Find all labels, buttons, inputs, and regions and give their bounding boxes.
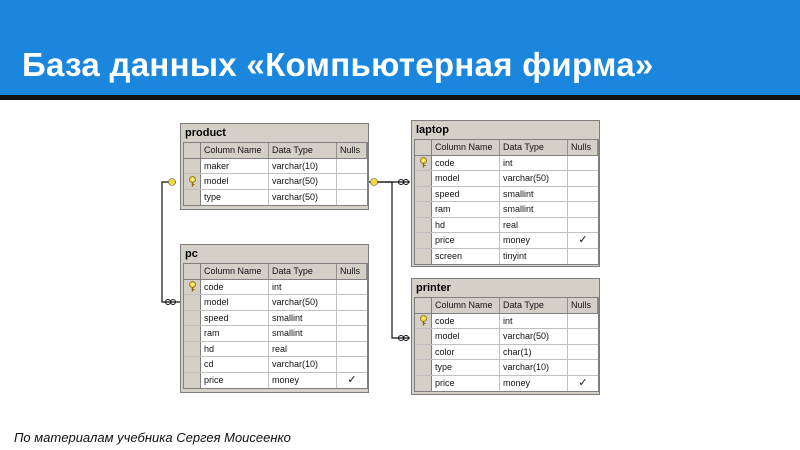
data-type-cell[interactable]: real [269,342,337,357]
column-name-cell[interactable]: code [432,314,500,329]
table-row[interactable] [184,295,367,311]
data-type-cell[interactable]: money [269,373,337,389]
table-laptop[interactable] [411,120,600,267]
data-type-cell[interactable]: smallint [269,311,337,326]
nulls-cell[interactable]: ✓ [578,376,588,389]
data-type-cell[interactable]: smallint [500,187,568,202]
link-product-printer [372,182,410,338]
row-selector[interactable] [184,280,201,295]
nulls-cell[interactable] [568,329,598,344]
nulls-cell[interactable] [337,311,367,326]
header-nulls: Nulls [337,264,367,279]
data-type-cell[interactable]: int [269,280,337,295]
table-row[interactable] [415,187,598,203]
header-data-type: Data Type [269,143,337,158]
column-name-cell[interactable]: price [432,233,500,248]
column-grid [414,139,599,265]
header-nulls: Nulls [568,140,598,155]
column-name-cell[interactable]: type [432,360,500,375]
nulls-cell[interactable]: ✓ [347,373,357,386]
primary-key-icon [188,176,197,187]
table-row[interactable] [415,171,598,187]
header-column-name: Column Name [201,143,269,158]
table-row[interactable] [184,373,367,389]
header-data-type: Data Type [269,264,337,279]
row-selector[interactable] [184,342,201,357]
nulls-cell[interactable] [337,174,367,189]
data-type-cell[interactable]: varchar(50) [269,174,337,189]
nulls-cell[interactable] [568,345,598,360]
row-selector[interactable] [184,174,201,189]
row-selector [415,140,432,155]
primary-key-icon [419,157,428,168]
header-nulls: Nulls [337,143,367,158]
column-name-cell[interactable]: model [432,329,500,344]
nulls-cell[interactable] [337,342,367,357]
column-name-cell[interactable]: color [432,345,500,360]
data-type-cell[interactable]: money [500,376,568,392]
column-name-cell[interactable]: code [201,280,269,295]
column-name-cell[interactable]: code [432,156,500,171]
nulls-cell[interactable] [568,171,598,186]
table-name: pc [185,248,198,260]
column-name-cell[interactable]: hd [201,342,269,357]
table-row[interactable] [415,202,598,218]
nulls-cell[interactable] [568,202,598,217]
data-type-cell[interactable]: varchar(50) [269,295,337,310]
data-type-cell[interactable]: smallint [269,326,337,341]
row-selector[interactable] [415,249,432,265]
data-type-cell[interactable]: smallint [500,202,568,217]
data-type-cell[interactable]: char(1) [500,345,568,360]
row-selector[interactable] [415,314,432,329]
row-selector[interactable] [184,190,201,206]
table-row[interactable] [415,156,598,172]
nulls-cell[interactable] [568,218,598,233]
nulls-cell[interactable] [568,360,598,375]
nulls-cell[interactable] [337,357,367,372]
data-type-cell[interactable]: real [500,218,568,233]
row-selector[interactable] [415,156,432,171]
column-name-cell[interactable]: speed [201,311,269,326]
table-row[interactable] [184,326,367,342]
column-grid [183,142,368,206]
nulls-cell[interactable] [568,187,598,202]
row-selector[interactable] [184,357,201,372]
table-row[interactable] [415,345,598,361]
table-pc[interactable] [180,244,369,393]
column-name-cell[interactable]: hd [432,218,500,233]
table-row[interactable] [415,218,598,234]
header-column-name: Column Name [432,140,500,155]
nulls-cell[interactable] [337,159,367,174]
nulls-cell[interactable] [337,295,367,310]
nulls-cell[interactable] [337,326,367,341]
nulls-cell[interactable] [568,314,598,329]
row-selector[interactable] [415,187,432,202]
row-selector[interactable] [415,376,432,392]
row-selector[interactable] [415,171,432,186]
grid-header-row [415,140,598,156]
nulls-cell[interactable]: ✓ [578,234,588,246]
column-name-cell[interactable]: ram [201,326,269,341]
row-selector[interactable] [415,345,432,360]
column-grid [414,297,599,392]
header-data-type: Data Type [500,298,568,313]
nulls-cell[interactable] [568,156,598,171]
table-row[interactable] [415,376,598,392]
row-selector[interactable] [415,329,432,344]
row-selector[interactable] [415,360,432,375]
data-type-cell[interactable]: int [500,314,568,329]
table-row[interactable] [415,314,598,330]
table-row[interactable] [184,280,367,296]
data-type-cell[interactable]: varchar(10) [500,360,568,375]
column-name-cell[interactable]: maker [201,159,269,174]
row-selector[interactable] [184,311,201,326]
data-type-cell[interactable]: varchar(10) [269,159,337,174]
row-selector[interactable] [184,159,201,174]
table-row[interactable] [184,174,367,190]
column-name-cell[interactable]: speed [432,187,500,202]
table-name: product [185,127,226,139]
table-row[interactable] [415,233,598,249]
row-selector [184,264,201,279]
header-data-type: Data Type [500,140,568,155]
column-name-cell[interactable]: model [432,171,500,186]
grid-header-row [184,143,367,159]
row-selector[interactable] [415,233,432,248]
data-type-cell[interactable]: varchar(50) [500,329,568,344]
table-row[interactable] [184,357,367,373]
column-name-cell[interactable]: type [201,190,269,206]
nulls-cell[interactable] [568,249,598,265]
source-caption: По материалам учебника Сергея Моисеенко [14,430,291,445]
column-name-cell[interactable]: cd [201,357,269,372]
data-type-cell[interactable]: money [500,233,568,248]
row-selector[interactable] [184,295,201,310]
row-selector[interactable] [184,373,201,389]
column-name-cell[interactable]: screen [432,249,500,265]
nulls-cell[interactable] [337,190,367,206]
row-selector [184,143,201,158]
table-row[interactable] [184,190,367,206]
row-selector[interactable] [415,202,432,217]
grid-header-row [184,264,367,280]
primary-key-icon [188,281,197,292]
column-name-cell[interactable]: ram [432,202,500,217]
row-selector[interactable] [184,326,201,341]
data-type-cell[interactable]: varchar(10) [269,357,337,372]
link-key-end-laptop [371,179,378,186]
table-row[interactable] [184,342,367,358]
nulls-cell[interactable] [337,280,367,295]
column-name-cell[interactable]: price [432,376,500,392]
header-column-name: Column Name [201,264,269,279]
column-grid [183,263,368,389]
row-selector[interactable] [415,218,432,233]
link-product-pc [162,182,182,302]
column-name-cell[interactable]: price [201,373,269,389]
table-row[interactable] [184,311,367,327]
header-nulls: Nulls [568,298,598,313]
link-key-end-pc [169,179,176,186]
table-row[interactable] [415,249,598,265]
table-product[interactable] [180,123,369,210]
table-printer[interactable] [411,278,600,395]
table-name: laptop [416,124,449,136]
data-type-cell[interactable]: varchar(50) [269,190,337,206]
table-name: printer [416,282,451,294]
data-type-cell[interactable]: tinyint [500,249,568,265]
data-type-cell[interactable]: int [500,156,568,171]
header-column-name: Column Name [432,298,500,313]
grid-header-row [415,298,598,314]
primary-key-icon [419,315,428,326]
row-selector [415,298,432,313]
column-name-cell[interactable]: model [201,295,269,310]
page-title: База данных «Компьютерная фирма» [22,46,654,83]
column-name-cell[interactable]: model [201,174,269,189]
data-type-cell[interactable]: varchar(50) [500,171,568,186]
table-row[interactable] [415,329,598,345]
table-row[interactable] [415,360,598,376]
table-row[interactable] [184,159,367,175]
